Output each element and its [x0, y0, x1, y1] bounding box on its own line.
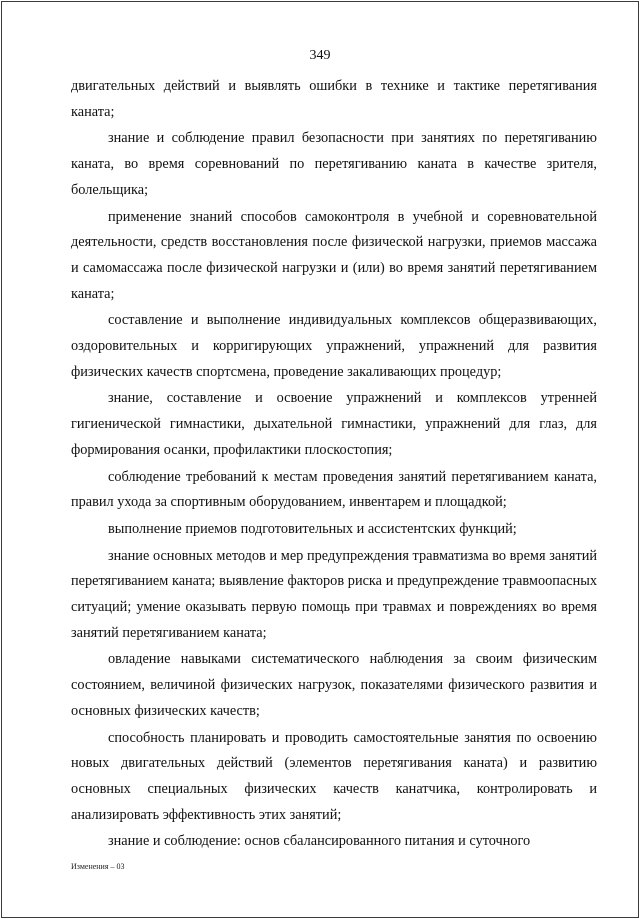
paragraph: двигательных действий и выявлять ошибки в технике и тактике перетягивания каната;: [71, 78, 597, 120]
paragraph: знание основных методов и мер предупреждения травматизма во время занятий перетягиванием каната; выявление факторов риска и предупреждение травмоопасных ситуаций; умение оказывать первую помощь при травмах и повреждениях во время занятий перетягиванием каната;: [71, 547, 597, 641]
page-number: 349: [309, 48, 331, 63]
revision-footer: Изменения – 03: [71, 862, 125, 871]
paragraph: знание и соблюдение правил безопасности при занятиях по перетягиванию каната, во время соревнований по перетягиванию каната в качестве зрителя, болельщика;: [71, 130, 597, 198]
paragraph: овладение навыками систематического наблюдения за своим физическим состоянием, величиной физических нагрузок, показателями физического развития и основных физических качеств;: [71, 651, 597, 719]
paragraph: составление и выполнение индивидуальных комплексов общеразвивающих, оздоровительных и корригирующих упражнений, упражнений для развития физических качеств спортсмена, проведение закаливающих процедур;: [71, 312, 597, 380]
paragraph: способность планировать и проводить самостоятельные занятия по освоению новых двигательных действий (элементов перетягивания каната) и развитию основных специальных физических качеств канатчика, контролировать и анализировать эффективность этих занятий;: [71, 729, 597, 823]
paragraph: знание и соблюдение: основ сбалансированного питания и суточного: [108, 833, 531, 850]
paragraph: соблюдение требований к местам проведения занятий перетягиванием каната, правил ухода за спортивным оборудованием, инвентарем и площадкой;: [71, 468, 597, 511]
paragraph: выполнение приемов подготовительных и ассистентских функций;: [108, 520, 517, 537]
paragraph: применение знаний способов самоконтроля в учебной и соревновательной деятельности, средств восстановления после физической нагрузки, приемов массажа и самомассажа после физической нагрузки и (или) во время занятий перетягиванием каната;: [71, 208, 597, 302]
document-body: [71, 74, 597, 855]
paragraph: знание, составление и освоение упражнений и комплексов утренней гигиенической гимнастики, дыхательной гимнастики, упражнений для глаз, для формирования осанки, профилактики плоскостопия;: [71, 390, 597, 458]
